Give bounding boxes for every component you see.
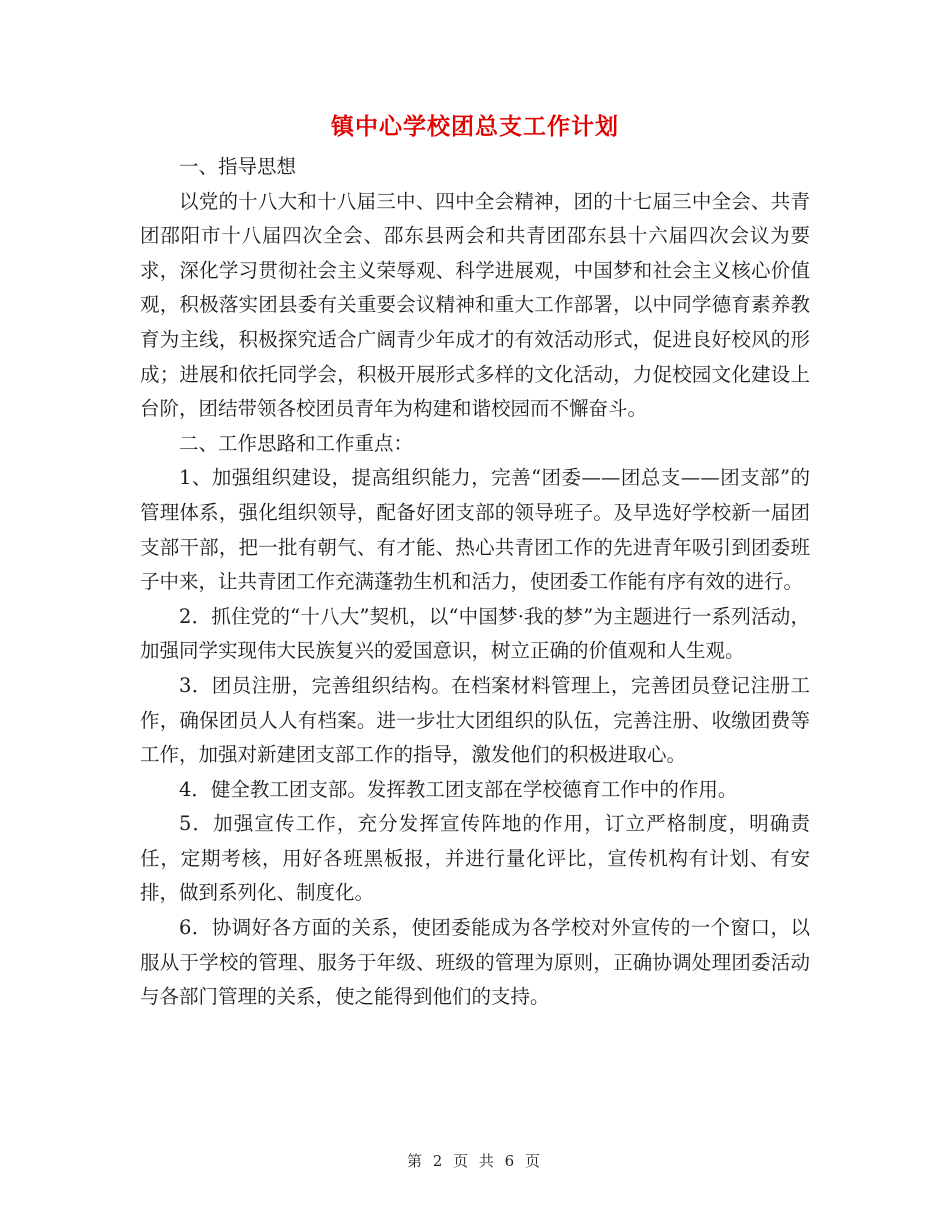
paragraph-guiding-ideology: 以党的十八大和十八届三中、四中全会精神，团的十七届三中全会、共青团邵阳市十八届四次全会、邵东县两会和共青团邵东县十六届四次会议为要求，深化学习贯彻社会主义荣辱观、科学进展观，中国梦和社会主义核心价值观，积极落实团县委有关重要会议精神和重大工作部署，以中同学德育素养教育为主线，积极探究适合广阔青少年成才的有效活动形式，促进良好校风的形成；进展和依托同学会，积极开展形式多样的文化活动，力促校园文化建设上台阶，团结带领各校团员青年为构建和谐校园而不懈奋斗。 xyxy=(140,189,810,421)
paragraph-item-3: 3．团员注册，完善组织结构。在档案材料管理上，完善团员登记注册工作，确保团员人人有档案。进一步壮大团组织的队伍，完善注册、收缴团费等工作，加强对新建团支部工作的指导，激发他们的积极进取心。 xyxy=(140,673,810,767)
section-heading-guiding-ideology: 一、指导思想 xyxy=(179,155,297,178)
document-title: 镇中心学校团总支工作计划 xyxy=(331,113,619,140)
paragraph-item-2: 2．抓住党的“十八大”契机，以“中国梦·我的梦”为主题进行一系列活动，加强同学实现伟大民族复兴的爱国意识，树立正确的价值观和人生观。 xyxy=(140,604,810,663)
page-number-footer: 第 2 页 共 6 页 xyxy=(407,1152,543,1170)
document-body xyxy=(140,150,810,1015)
section-heading-work-focus: 二、工作思路和工作重点： xyxy=(179,431,414,455)
paragraph-item-6: 6．协调好各方面的关系，使团委能成为各学校对外宣传的一个窗口，以服从于学校的管理、服务于年级、班级的管理为原则，正确协调处理团委活动与各部门管理的关系，使之能得到他们的支持。 xyxy=(140,916,810,1009)
paragraph-item-1: 1、加强组织建设，提高组织能力，完善“团委——团总支——团支部”的管理体系，强化组织领导，配备好团支部的领导班子。及早选好学校新一届团支部干部，把一批有朝气、有才能、热心共青团工作的先进青年吸引到团委班子中来，让共青团工作充满蓬勃生机和活力，使团委工作能有序有效的进行。 xyxy=(140,466,810,594)
paragraph-item-5: 5．加强宣传工作，充分发挥宣传阵地的作用，订立严格制度，明确责任，定期考核，用好各班黑板报，并进行量化评比，宣传机构有计划、有安排，做到系列化、制度化。 xyxy=(140,812,810,905)
paragraph-item-4: 4．健全教工团支部。发挥教工团支部在学校德育工作中的作用。 xyxy=(179,777,738,801)
